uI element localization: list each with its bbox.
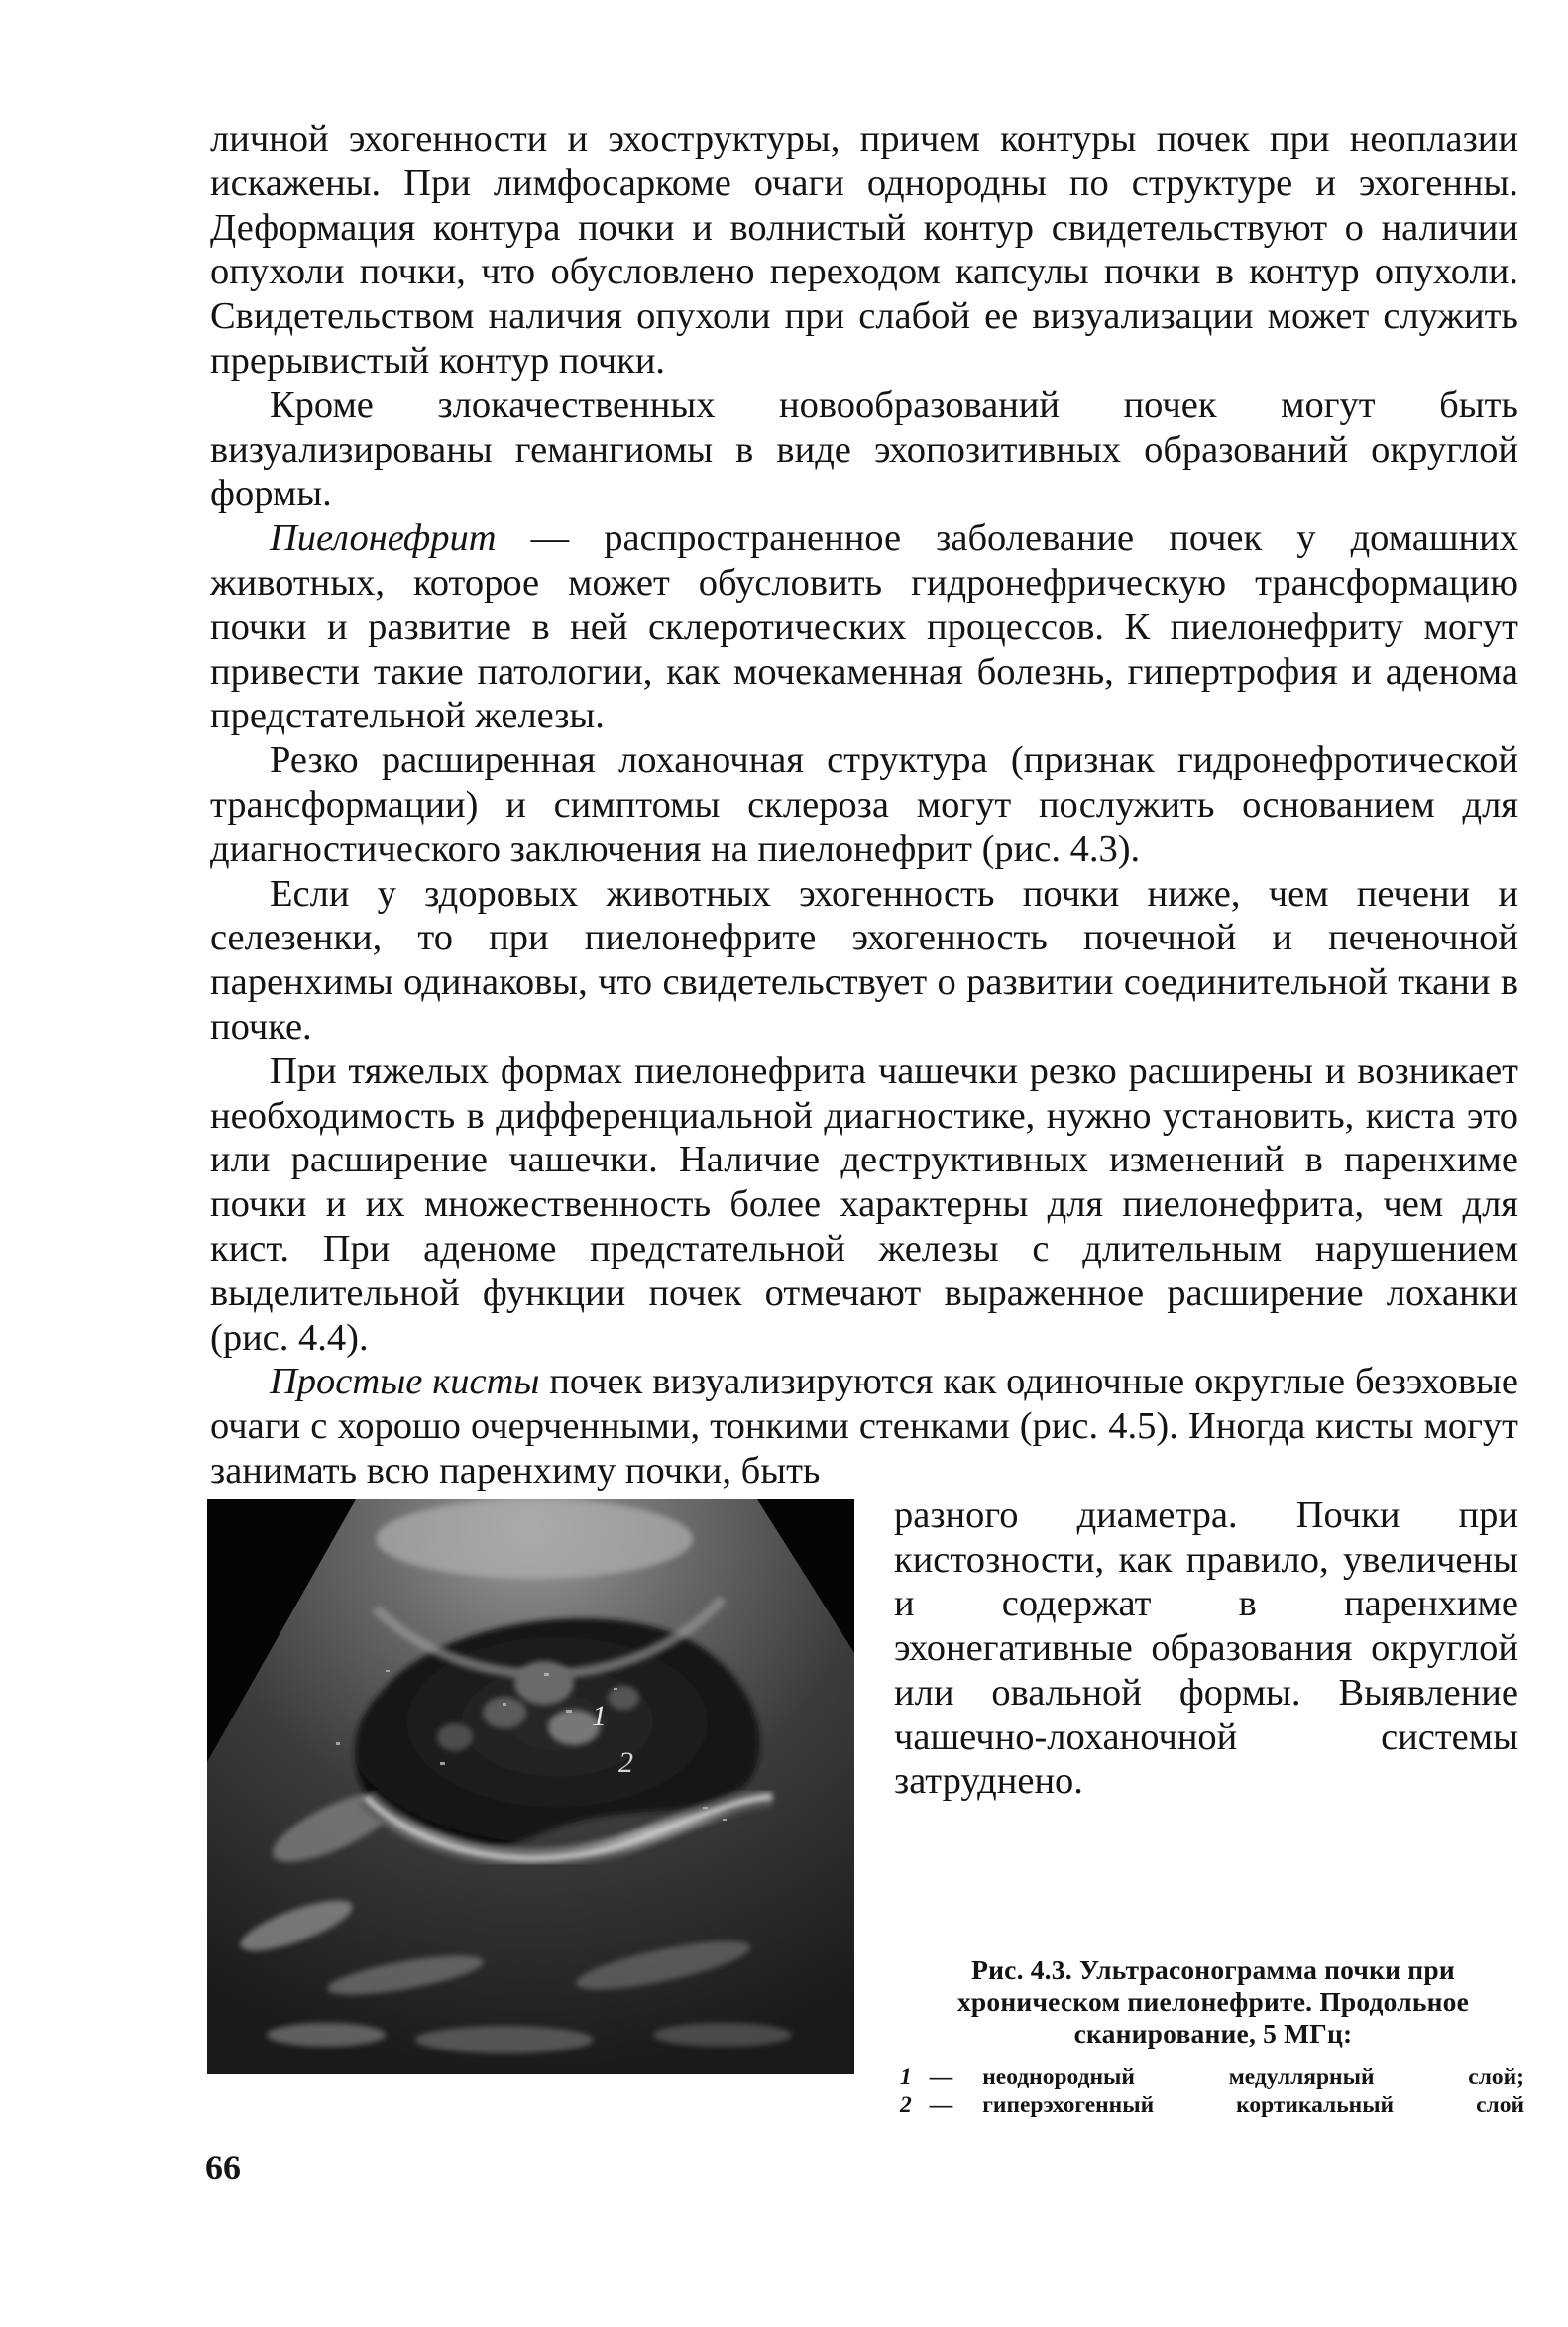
image-label-2: 2 [618,1745,633,1779]
paragraph-continued: личной эхогенности и эхоструктуры, причем контуры почек при неоплазии искажены. При лимфосаркоме очаги однородны по структуре и эхогенны. Деформация контура почки и волнистый контур свидетельствуют о наличии опухоли почки, что обусловлено переходом капсулы почки в контур опухоли. Свидетельством наличия опухоли при слабой ее визуализации может служить прерывистый контур почки. [210,118,1518,382]
ultrasound-image [207,1499,854,2074]
legend-text: неоднородный медуллярный слой; [982,2064,1524,2090]
legend-text: гиперэхогенный кортикальный слой [982,2092,1524,2118]
legend-number: 1 [900,2064,912,2090]
paragraph-echogenicity: Если у здоровых животных эхогенность почки ниже, чем печени и селезенки, то при пиелонефрите эхогенность почечной и печеночной паренхимы одинаковы, что свидетельствует о развитии соединительной ткани в почке. [210,872,1518,1048]
paragraph-severe-forms: При тяжелых формах пиелонефрита чашечки резко расширены и возникает необходимость в дифференциальной диагностике, нужно установить, киста это или расширение чашечки. Наличие деструктивных изменений в паренхиме почки и их множественность более характерны для пиелонефрита, чем для кист. При аденоме предстательной железы с длительным нарушением выделительной функции почек отмечают выраженное расширение лоханки (рис. 4.4). [210,1050,1518,1359]
image-label-1: 1 [592,1699,607,1732]
term-pyelonephritis: Пиелонефрит [270,517,497,560]
paragraph-pyelonephritis-text: — распространенное заболевание почек у домашних животных, которое может обусловить гидронефрическую трансформацию почки и развитие в ней склеротических процессов. К пиелонефриту могут привести такие патологии, как мочекаменная болезнь, гипертрофия и аденома предстательной железы. [210,517,1518,737]
ultrasound-graphic [207,1499,854,2074]
legend-number: 2 [900,2092,912,2118]
legend-dash: — [929,2064,953,2090]
legend-item [900,2063,1524,2091]
paragraph-hemangioma: Кроме злокачественных новообразований почек могут быть визуализированы гемангиомы в виде эхопозитивных образований округлой формы. [210,384,1518,515]
page-number: 66 [205,2148,241,2187]
legend-item [900,2091,1524,2119]
legend-dash: — [929,2092,953,2118]
paragraph-pyelonephritis [210,516,1518,738]
figure-legend [900,2063,1524,2119]
figure-caption: Рис. 4.3. Ультрасонограмма почки при хроническом пиелонефрите. Продольное сканирование, 5 МГц: [956,1954,1470,2049]
term-simple-cysts: Простые кисты [270,1361,540,1403]
paragraph-simple-cysts-text: почек визуализируются как одиночные округлые безэховые очаги с хорошо очерченными, тонкими стенками (рис. 4.5). Иногда кисты могут занимать всю паренхиму почки, быть [210,1361,1518,1492]
paragraph-simple-cysts [210,1360,1518,1493]
body-text [210,117,1518,2074]
paragraph-cysts-continuation: разного диаметра. Почки при кистозности, как правило, увеличены и содержат в паренхиме эхонегативные образования округлой или овальной формы. Выявление чашечно-лоханочной системы затруднено. [894,1494,1518,1803]
paragraph-pelvis: Резко расширенная лоханочная структура (признак гидронефротической трансформации) и симптомы склероза могут послужить основанием для диагностического заключения на пиелонефрит (рис. 4.3). [210,739,1518,870]
